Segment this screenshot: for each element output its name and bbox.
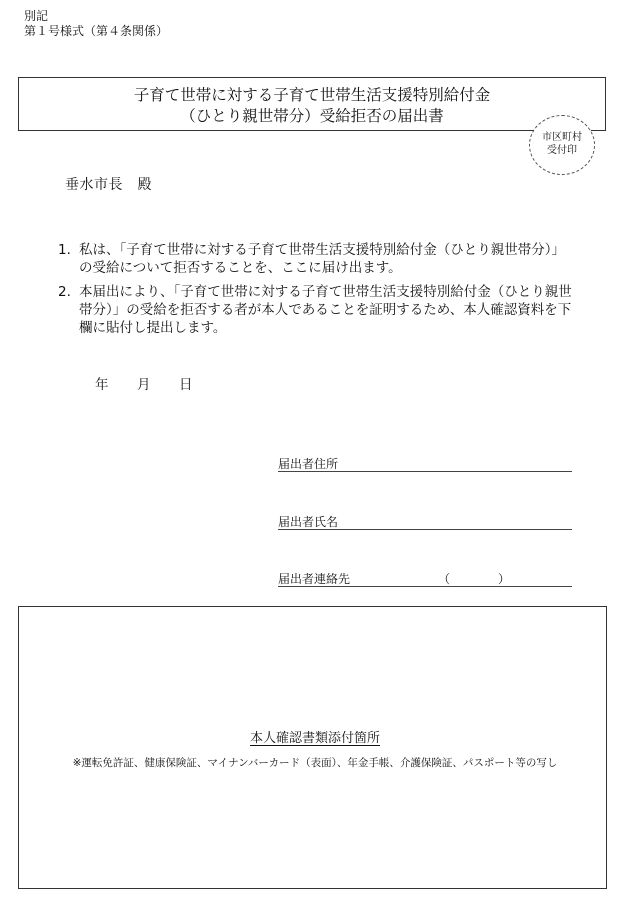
reception-seal-area bbox=[529, 115, 595, 175]
date-year-label: 年 bbox=[95, 377, 109, 393]
seal-line-2: 受付印 bbox=[547, 145, 577, 156]
addressee: 垂水市長 殿 bbox=[65, 177, 152, 193]
address-field[interactable] bbox=[278, 455, 572, 472]
paragraph-number: 1. bbox=[58, 242, 71, 258]
date-month-label: 月 bbox=[137, 377, 151, 393]
title-line-1: 子育て世帯に対する子育て世帯生活支援特別給付金 bbox=[133, 86, 491, 104]
paragraph-text: 本届出により、「子育て世帯に対する子育て世帯生活支援特別給付金（ひとり親世帯分）」の受給を拒否する者が本人であることを証明するため、本人確認資料を下欄に貼付し提出します。 bbox=[79, 284, 572, 336]
form-number: 第１号様式（第４条関係） bbox=[24, 24, 169, 38]
title-box bbox=[18, 77, 606, 131]
id-document-attachment-area bbox=[18, 606, 607, 889]
declaration-paragraph-2 bbox=[58, 283, 578, 337]
title-line-2: （ひとり親世帯分）受給拒否の届出書 bbox=[180, 107, 444, 125]
contact-field[interactable] bbox=[278, 570, 572, 587]
seal-line-1: 市区町村 bbox=[542, 132, 582, 143]
appendix-label: 別記 bbox=[24, 9, 49, 23]
contact-label: 届出者連絡先 bbox=[278, 572, 351, 586]
address-label: 届出者住所 bbox=[278, 457, 339, 471]
paragraph-number: 2. bbox=[58, 284, 71, 300]
name-label: 届出者氏名 bbox=[278, 515, 339, 529]
paragraph-text: 私は、「子育て世帯に対する子育て世帯生活支援特別給付金（ひとり親世帯分）」の受給について拒否することを、ここに届け出ます。 bbox=[79, 242, 565, 276]
contact-parentheses: （ ） bbox=[438, 572, 511, 586]
name-field[interactable] bbox=[278, 513, 572, 530]
date-day-label: 日 bbox=[179, 377, 193, 393]
attachment-note: ※運転免許証、健康保険証、マイナンバーカード（表面）、年金手帳、介護保険証、パスポート等の写し bbox=[72, 757, 558, 769]
declaration-paragraph-1 bbox=[58, 241, 578, 277]
attachment-title: 本人確認書類添付箇所 bbox=[249, 731, 380, 746]
